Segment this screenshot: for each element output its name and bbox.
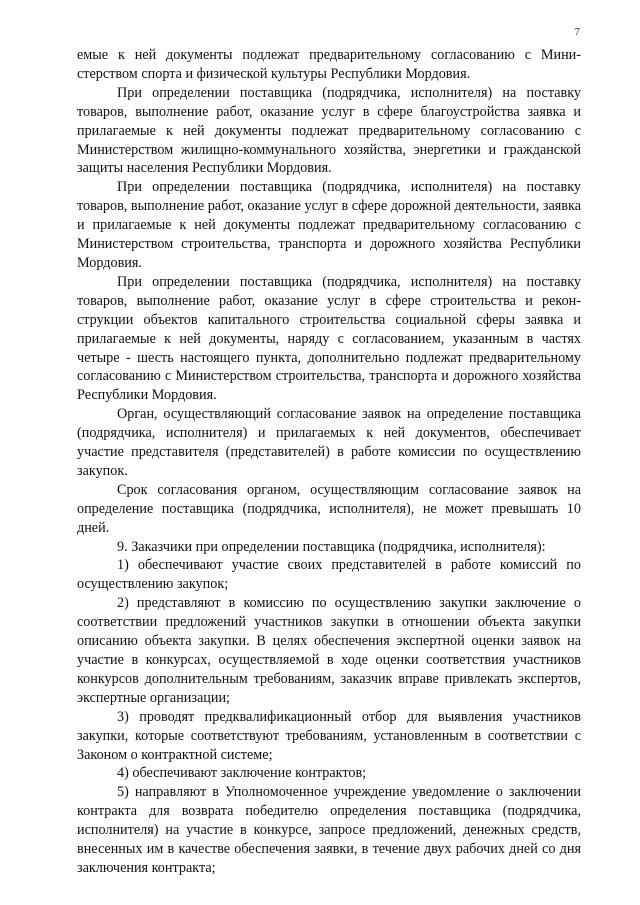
paragraph-approving-body: Орган, осуществляющий согласование заявок на определение поставщика (подрядчика, исполнителя) и прилагаемых к ней документов, обеспечивает участие представителя (представителей) в работе комиссии по осуществлению закупок.: [77, 406, 581, 479]
paragraph-road-activity: При определении поставщика (подрядчика, исполнителя) на поставку товаров, выполнение работ, оказание услуг в сфере дорожной деятельности, заявка и прилагаемые к ней документы подлежат предварительному согласованию с Министерством строительства, транспорта и дорожного хозяйства Республики Мордовия.: [77, 179, 581, 271]
list-item-1: 1) обеспечивают участие своих представителей в работе комиссий по осуществлению закупок;: [77, 557, 581, 593]
list-item-5: 5) направляют в Уполномоченное учреждение уведомление о заключении контракта для возврата победителю определения поставщика (подрядчика, исполнителя) на участие в конкурсе, запросе предложений, денежных средств, внесенных им в качестве обеспечения заявки, в течение двух рабочих дней со дня заключения контракта;: [77, 784, 581, 876]
list-item-4: 4) обеспечивают заключение контрактов;: [117, 765, 367, 782]
list-item-2: 2) представляют в комиссию по осуществлению закупки заключение о соответствии предложений участников закупки в отношении объекта закупки описанию объекта закупки. В целях обеспечения экспертной оценки заявок на участие в конкурсах, осуществляемой в ходе оценки соответствия участников конкурсов дополнительным требованиям, заказчик вправе привлекать экспертов, экспертные организации;: [77, 595, 581, 706]
paragraph-approval-term: Срок согласования органом, осуществляющим согласование заявок на определение поставщика (подрядчика, исполнителя), не может превышать 10 дней.: [77, 481, 581, 536]
paragraph-landscaping: При определении поставщика (подрядчика, исполнителя) на поставку товаров, выполнение работ, оказание услуг в сфере благоустройства заявка и прилагаемые к ней документы подлежат предварительному согласованию с Министерством жилищно-коммунального хозяйства, энергетики и гражданской защиты населения Республики Мордовия.: [77, 84, 581, 177]
page-number: 7: [574, 26, 580, 38]
paragraph-continuation: емые к ней документы подлежат предварительному согласованию с Министерством спорта и физической культуры Республики Мордовия.: [77, 47, 581, 82]
document-body: [77, 46, 581, 878]
list-item-3: 3) проводят предквалификационный отбор для выявления участников закупки, которые соответствуют требованиям, установленным в соответствии с Законом о контрактной системе;: [77, 708, 581, 763]
paragraph-construction: При определении поставщика (подрядчика, исполнителя) на поставку товаров, выполнение работ, оказание услуг в сфере строительства и реконструкции объектов капитального строительства социальной сферы заявка и прилагаемые к ней документы, наряду с согласованием, указанным в частях четыре - шесть настоящего пункта, дополнительно подлежат предварительному согласованию с Министерством строительства, транспорта и дорожного хозяйства Республики Мордовия.: [77, 273, 581, 404]
paragraph-item-9: 9. Заказчики при определении поставщика (подрядчика, исполнителя):: [117, 538, 546, 555]
